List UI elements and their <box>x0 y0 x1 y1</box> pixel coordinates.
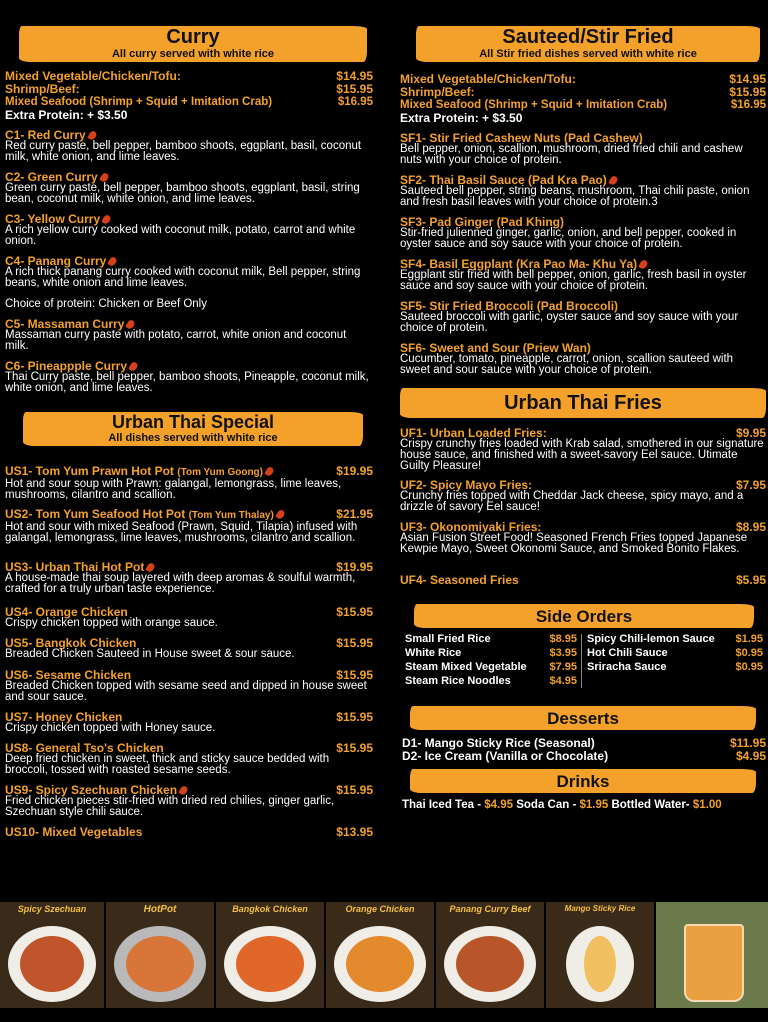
side-item: Spicy Chili-lemon Sauce $1.95 <box>587 633 763 645</box>
menu-item-c3: C3- Yellow Curry A rich yellow curry cooked with coconut milk, potato, carrot and white onion. <box>5 212 356 247</box>
menu-item-sf5: SF5- Stir Fried Broccoli (Pad Broccoli) Sauteed broccoli with garlic, oyster sauce and soy sauce with your choice of protein. <box>400 299 739 334</box>
side-item: Hot Chili Sauce $0.95 <box>587 647 763 659</box>
desserts-title: Desserts <box>547 709 619 728</box>
menu-item-sf1: SF1- Stir Fried Cashew Nuts (Pad Cashew) Bell pepper, onion, scallion, mushroom, dried fried chili and cashew nuts with your choice of protein. <box>400 131 743 166</box>
food-image <box>584 936 616 992</box>
chili-icon <box>264 466 275 477</box>
drinks-title: Drinks <box>556 772 610 791</box>
drinks-banner <box>410 769 756 793</box>
food-image <box>126 936 194 992</box>
sides-left-list <box>405 632 577 688</box>
menu-item-c6: C6- Pineappple Curry Thai Curry paste, bell pepper, bamboo shoots, Pineapple, coconut milk, white onion, and lime leaves. <box>5 359 369 394</box>
dessert-item: D1- Mango Sticky Rice (Seasonal) $11.95 <box>402 736 766 750</box>
dessert-item: D2- Ice Cream (Vanilla or Chocolate) $4.95 <box>402 749 766 763</box>
menu-item-us3: US3- Urban Thai Hot Pot $19.95 A house-made thai soup layered with deep aromas & soulful warmth, crafted for a truly urban taste experience. <box>5 560 373 595</box>
sides-right-list <box>587 632 763 674</box>
menu-item-c4: C4- Panang Curry A rich thick panang curry cooked with coconut milk, Bell pepper, string beans, white onion and lime leaves. <box>5 254 361 289</box>
sides-divider <box>581 634 582 688</box>
stirfry-price-line: Mixed Seafood (Shrimp + Squid + Imitation Crab) $16.95 <box>400 99 766 111</box>
side-item: White Rice $3.95 <box>405 647 577 659</box>
food-image <box>346 936 414 992</box>
sides-title: Side Orders <box>535 607 633 626</box>
stirfry-extra-protein: Extra Protein: + $3.50 <box>400 111 523 125</box>
menu-item-us8: US8- General Tso's Chicken $15.95 Deep fried chicken in sweet, thick and sticky sauce bedded with broccoli, tossed with roasted sesame seeds. <box>5 741 373 776</box>
menu-item-uf2: UF2- Spicy Mayo Fries: $7.95 Crunchy fries topped with Cheddar Jack cheese, spicy mayo, and a drizzle of savory Eel sauce! <box>400 478 766 513</box>
photo-bangkok-chicken: Bangkok Chicken <box>216 902 324 1008</box>
photo-thai-iced-tea <box>656 902 768 1008</box>
photo-hotpot: HotPot <box>106 902 214 1008</box>
menu-item-us6: US6- Sesame Chicken $15.95 Breaded Chicken topped with sesame seed and dipped in house sweet and sour sauce. <box>5 668 373 703</box>
side-item: Small Fried Rice $8.95 <box>405 633 577 645</box>
menu-item-c1: C1- Red Curry Red curry paste, bell pepper, bamboo shoots, eggplant, basil, coconut milk, white onion, and lime leaves. <box>5 128 362 163</box>
food-photo-strip <box>0 902 768 1008</box>
food-image <box>20 936 84 992</box>
curry-banner <box>19 26 367 62</box>
menu-item-us2: US2- Tom Yum Seafood Hot Pot (Tom Yum Thalay) $21.95 Hot and sour with mixed Seafood (Prawn, Squid, Tilapia) infused with galangal, lemongrass, lime leaves, mushrooms, cilantro and scallion. <box>5 507 373 544</box>
menu-item-us9: US9- Spicy Szechuan Chicken $15.95 Fried chicken pieces stir-fried with dried red chilies, ginger garlic, Szechuan style chili sauce. <box>5 783 373 818</box>
special-banner <box>23 412 363 446</box>
photo-orange-chicken: Orange Chicken <box>326 902 434 1008</box>
drink-item: Bottled Water- $1.00 <box>611 799 722 811</box>
menu-item-us5: US5- Bangkok Chicken $15.95 Breaded Chicken Sauteed in House sweet & sour sauce. <box>5 636 373 660</box>
stirfry-price-line: Mixed Vegetable/Chicken/Tofu: $14.95 <box>400 72 766 86</box>
special-title: Urban Thai Special <box>111 412 275 432</box>
side-item: Steam Mixed Vegetable $7.95 <box>405 661 577 673</box>
drink-item: Soda Can - $1.95 <box>516 799 609 811</box>
iced-tea-cup-icon <box>684 924 744 1002</box>
photo-panang-curry-beef: Panang Curry Beef <box>436 902 544 1008</box>
special-subtitle: All dishes served with white rice <box>108 432 278 444</box>
menu-item-us10: US10- Mixed Vegetables $13.95 <box>5 825 373 839</box>
side-item: Steam Rice Noodles $4.95 <box>405 675 577 687</box>
photo-mango-sticky-rice: Mango Sticky Rice <box>546 902 654 1008</box>
curry-extra-protein: Extra Protein: + $3.50 <box>5 108 128 122</box>
menu-item-c2: C2- Green Curry Green curry paste, bell pepper, bamboo shoots, eggplant, basil, string bean, coconut milk, white onion, and lime leaves. <box>5 170 360 205</box>
menu-item-c5: C5- Massaman Curry Massaman curry paste with potato, carrot, white onion and coconut milk. <box>5 317 347 352</box>
menu-item-sf3: SF3- Pad Ginger (Pad Khing) Stir-fried julienned ginger, garlic, onion, and bell pepper, cooked in oyster sauce and soy sauce with your choice of protein. <box>400 215 737 250</box>
chili-icon <box>275 509 286 520</box>
curry-price-line: Mixed Vegetable/Chicken/Tofu: $14.95 <box>5 69 373 83</box>
stirfry-banner <box>416 26 760 62</box>
food-image <box>236 936 304 992</box>
menu-item-uf1: UF1- Urban Loaded Fries: $9.95 Crispy crunchy fries loaded with Krab salad, smothered in our signature house sauce, and finished with a sweet-savory Eel sauce. Utimate Guilty Pleasure! <box>400 426 766 472</box>
menu-item-uf4: UF4- Seasoned Fries $5.95 <box>400 573 766 587</box>
protein-note: Choice of protein: Chicken or Beef Only <box>5 298 207 310</box>
curry-price-line: Shrimp/Beef: $15.95 <box>5 82 373 96</box>
curry-subtitle: All curry served with white rice <box>111 48 274 60</box>
drink-item: Thai Iced Tea - $4.95 <box>402 799 514 811</box>
sides-banner <box>414 604 754 628</box>
menu-item-sf4: SF4- Basil Eggplant (Kra Pao Ma- Khu Ya) Eggplant stir fried with bell pepper, onion, garlic, fresh basil in oyster sauce and soy sauce with your choice of protein. <box>400 257 747 292</box>
desserts-banner <box>410 706 756 730</box>
menu-item-us7: US7- Honey Chicken $15.95 Crispy chicken topped with Honey sauce. <box>5 710 373 734</box>
menu-item-us4: US4- Orange Chicken $15.95 Crispy chicken topped with orange sauce. <box>5 605 373 629</box>
menu-item-sf6: SF6- Sweet and Sour (Priew Wan) Cucumber, tomato, pineapple, carrot, onion, scallion sauteed with sweet and sour sauce with your choice of protein. <box>400 341 734 376</box>
side-item: Sriracha Sauce $0.95 <box>587 661 763 673</box>
photo-spicy-szechuan: Spicy Szechuan <box>0 902 104 1008</box>
curry-price-line: Mixed Seafood (Shrimp + Squid + Imitation Crab) $16.95 <box>5 96 373 108</box>
food-image <box>456 936 524 992</box>
stirfry-price-line: Shrimp/Beef: $15.95 <box>400 85 766 99</box>
fries-banner <box>400 388 766 418</box>
stirfry-subtitle: All Stir fried dishes served with white rice <box>479 48 697 60</box>
fries-title: Urban Thai Fries <box>504 392 662 414</box>
menu-item-us1: US1- Tom Yum Prawn Hot Pot (Tom Yum Goong) $19.95 Hot and sour soup with Prawn: galangal, lemongrass, lime leaves, mushrooms, cilantro and scallion. <box>5 464 373 501</box>
menu-item-sf2: SF2- Thai Basil Sauce (Pad Kra Pao) Sauteed bell pepper, string beans, mushroom, Thai chili paste, onion and fresh basil leaves with your choice of protein.3 <box>400 173 750 208</box>
drinks-list <box>402 799 766 811</box>
menu-item-uf3: UF3- Okonomiyaki Fries: $8.95 Asian Fusion Street Food! Seasoned French Fries topped Japanese Kewpie Mayo, Sweet Okonomi Sauce, and Smoked Bonito Flakes. <box>400 520 766 555</box>
curry-title: Curry <box>166 26 220 48</box>
stirfry-title: Sauteed/Stir Fried <box>502 26 674 48</box>
